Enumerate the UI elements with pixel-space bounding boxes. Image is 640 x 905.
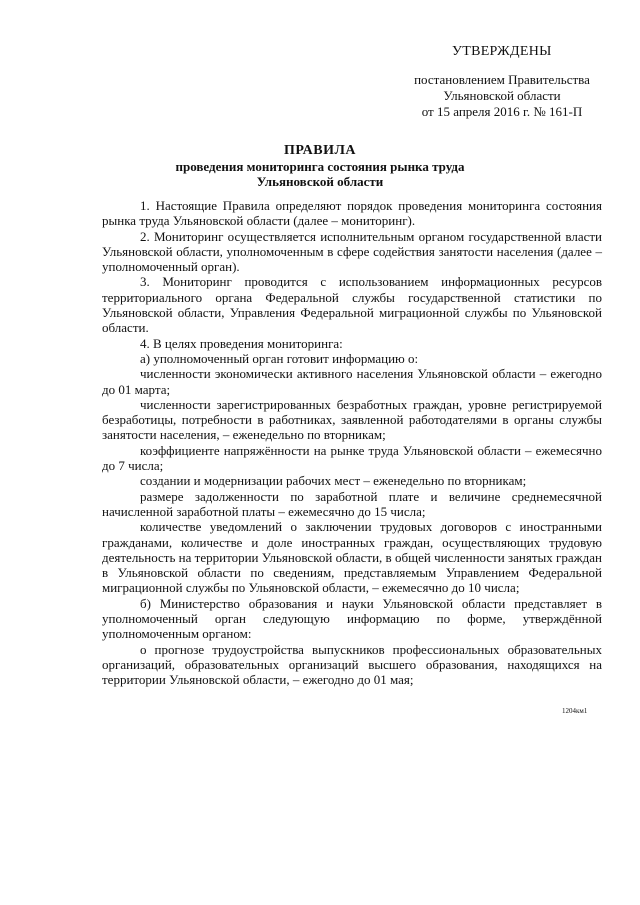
approval-stamp: УТВЕРЖДЕНЫ <box>452 44 552 59</box>
paragraph: численности зарегистрированных безработных граждан, уровне регистрируемой безработицы, потребности в работниках, заявленной работодателями в органы службы занятости населения, – еженедельно по вторникам; <box>102 396 602 443</box>
paragraph: 4. В целях проведения мониторинга: <box>140 335 343 351</box>
document-title-block <box>80 143 560 189</box>
decree-date-number: от 15 апреля 2016 г. № 161-П <box>421 104 583 119</box>
paragraph: численности экономически активного населения Ульяновской области – ежегодно до 01 марта; <box>102 366 602 397</box>
decree-line: постановлением Правительства <box>414 72 590 87</box>
paragraph: 2. Мониторинг осуществляется исполнительным органом государственной власти Ульяновской области, уполномоченным в сфере содействия занятости населения (далее – уполномоченный орган). <box>102 228 602 275</box>
document-code: 1204км1 <box>562 707 588 715</box>
paragraph: а) уполномоченный орган готовит информацию о: <box>140 350 419 366</box>
paragraph: о прогнозе трудоустройства выпускников профессиональных образовательных организаций, образовательных организаций высшего образования, находящихся на территории Ульяновской области, – ежегодно до 01 мая; <box>102 641 602 688</box>
paragraph: б) Министерство образования и науки Ульяновской области представляет в уполномоченный орган следующую информацию по форме, утверждённой уполномоченным органом: <box>102 595 602 642</box>
decree-line: Ульяновской области <box>443 88 561 103</box>
paragraph: количестве уведомлений о заключении трудовых договоров с иностранными гражданами, количестве и доле иностранных граждан, осуществляющих трудовую деятельность на территории Ульяновской области, в общей численности занятых граждан в Ульяновской области по сведениям, представляемым Управлением Федеральной миграционной службы по Ульяновской области, – ежемесячно до 10 числа; <box>102 519 602 596</box>
paragraph: 1. Настоящие Правила определяют порядок проведения мониторинга состояния рынка труда Ульяновской области (далее – мониторинг). <box>102 198 602 229</box>
paragraph: размере задолженности по заработной плате и величине среднемесячной начисленной заработной платы – ежемесячно до 15 числа; <box>102 488 602 519</box>
paragraph: коэффициенте напряжённости на рынке труда Ульяновской области – ежемесячно до 7 числа; <box>102 442 602 474</box>
document-subtitle: проведения мониторинга состояния рынка труда <box>175 159 465 174</box>
decree-reference <box>402 72 602 120</box>
paragraph: создании и модернизации рабочих мест – еженедельно по вторникам; <box>140 473 527 489</box>
document-subtitle: Ульяновской области <box>256 174 384 189</box>
paragraph: 3. Мониторинг проводится с использованием информационных ресурсов территориального органа Федеральной службы государственной статистики по Ульяновской области, Управления Федеральной миграционной службы по Ульяновской области. <box>102 274 602 336</box>
document-title: ПРАВИЛА <box>283 143 357 158</box>
document-body <box>102 198 602 688</box>
